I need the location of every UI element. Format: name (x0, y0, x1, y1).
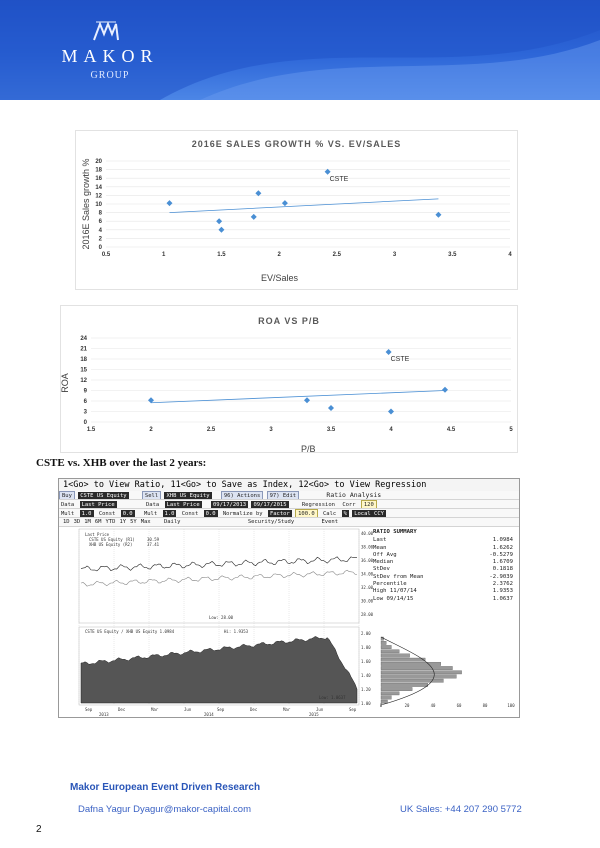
mult2-field[interactable]: 1.0 (164, 511, 175, 517)
summary-row (373, 559, 513, 566)
ratio-summary (373, 529, 513, 603)
x-tick-label: 2.5 (206, 427, 216, 433)
low-label: Low: 1.0637 (319, 695, 346, 700)
footer-contact[interactable]: Dafna Yagur Dyagur@makor-capital.com (78, 804, 251, 815)
toolbar-row-periods (59, 518, 519, 527)
x-axis-date: Mar (283, 707, 291, 712)
summary-row (373, 581, 513, 588)
summary-value: -2.9039 (489, 573, 513, 580)
bloomberg-ratio-screen (58, 478, 520, 718)
axis-label-right: 1.40 (361, 673, 371, 678)
x-axis-date: Jun (316, 707, 324, 712)
y-tick-label: 6 (98, 219, 102, 226)
y-tick-label: 18 (80, 357, 87, 363)
const1-field[interactable]: 0.0 (122, 511, 133, 517)
axis-label-right: 1.60 (361, 659, 371, 664)
data-point (282, 200, 288, 206)
footer-title: Makor European Event Driven Research (70, 782, 261, 793)
y-tick-label: 15 (80, 367, 87, 374)
summary-label: Last (373, 537, 387, 544)
y-tick-label: 0 (98, 245, 102, 251)
company-logo (50, 20, 170, 90)
summary-label: Mean (373, 544, 387, 551)
histogram-bar (381, 692, 399, 695)
x-tick-label: 5 (509, 427, 513, 433)
period-tab[interactable]: 6M (94, 519, 102, 525)
x-tick-label: 1 (162, 252, 166, 258)
period-tab[interactable]: 5Y (130, 519, 137, 525)
frequency-select[interactable]: Daily (163, 519, 181, 525)
end-date-field[interactable]: 09/17/2015 (253, 502, 287, 508)
mult-label: Mult (143, 511, 158, 517)
y-tick-label: 12 (80, 378, 87, 384)
y-axis-label: 2016E Sales growth % (81, 158, 91, 250)
summary-value: 2.3762 (492, 581, 513, 588)
data-point (442, 387, 448, 393)
y-tick-label: 8 (98, 210, 102, 217)
summary-value: 0.1818 (492, 566, 513, 573)
summary-label: Median (373, 559, 394, 566)
x-axis-year: 2013 (99, 712, 109, 717)
histogram-bar (381, 679, 443, 682)
histogram-bar (381, 654, 410, 657)
mult-label: Mult (61, 511, 75, 517)
axis-label-right: 34.00 (361, 571, 374, 577)
legend-item: XHB US Equity (R2) (89, 542, 133, 547)
data-point (386, 349, 392, 355)
histogram-axis-label: 100 (507, 703, 515, 708)
regression-label: Regression (301, 502, 335, 508)
x-axis-date: Sep (217, 707, 225, 712)
logo-subtitle: GROUP (90, 70, 130, 81)
point-label: CSTE (390, 356, 410, 363)
x-axis-date: Sep (349, 707, 357, 712)
buy-button[interactable]: Buy (59, 491, 75, 500)
histogram-bar (381, 641, 386, 644)
x-tick-label: 4 (389, 427, 393, 433)
summary-label: StDev from Mean (373, 573, 424, 580)
period-tab[interactable]: YTD (105, 519, 116, 525)
data-point (216, 218, 222, 224)
x-axis-date: Dec (118, 707, 126, 712)
start-date-field[interactable]: 09/17/2013 (213, 502, 247, 508)
ratio-legend: CSTE US Equity / XHB US Equity 1.0984 (85, 629, 175, 634)
histogram-bar (381, 675, 456, 678)
logo-mark-icon (92, 20, 120, 42)
command-hint: 1<Go> to View Ratio, 11<Go> to Save as Index, 12<Go> to View Regression (59, 479, 519, 491)
y-tick-label: 24 (80, 336, 87, 342)
period-tab[interactable]: 1Y (119, 519, 127, 525)
edit-menu[interactable]: 97) Edit (267, 491, 300, 500)
y-tick-label: 10 (95, 202, 102, 208)
data-label: Data (146, 502, 160, 508)
summary-row (373, 574, 513, 581)
const2-field[interactable]: 0.0 (205, 511, 216, 517)
corr-label: Corr (342, 502, 356, 508)
summary-label: Percentile (373, 581, 407, 588)
y-axis-label: ROA (59, 373, 70, 393)
ratio-analysis-title: Ratio Analysis (326, 491, 382, 499)
summary-value: 1.9353 (492, 588, 513, 595)
data2-select[interactable]: Last Price (166, 502, 200, 508)
const-label: Const (98, 511, 116, 517)
histogram-axis-label: 60 (456, 703, 462, 708)
data-point (218, 227, 224, 233)
summary-label: Off Avg (373, 551, 397, 558)
period-tab[interactable]: 1D (63, 519, 70, 525)
y-tick-label: 0 (83, 420, 87, 426)
header-banner (0, 0, 600, 100)
summary-label: High 11/07/14 (373, 588, 417, 595)
histogram-axis-label: 0 (379, 703, 383, 708)
chart-roa-pb (60, 305, 518, 453)
x-axis-year: 2015 (309, 712, 319, 717)
x-tick-label: 4 (508, 252, 512, 258)
summary-row (373, 552, 513, 559)
summary-value: 1.0637 (492, 595, 513, 602)
footer-sales-phone: UK Sales: +44 207 290 5772 (400, 804, 522, 815)
x-tick-label: 1.5 (217, 252, 226, 258)
high-label: Hi: 1.9353 (224, 629, 249, 634)
summary-row (373, 566, 513, 573)
data-point (304, 397, 310, 403)
period-tab[interactable]: 1M (84, 519, 91, 525)
y-tick-label: 16 (95, 176, 102, 183)
axis-label-right: 40.00 (361, 531, 374, 536)
histogram-bar (381, 650, 399, 653)
y-tick-label: 18 (95, 167, 102, 174)
point-label: CSTE (329, 175, 349, 183)
x-tick-label: 3 (392, 252, 397, 258)
axis-label-right: 36.00 (361, 558, 374, 563)
x-axis-label: P/B (301, 444, 316, 454)
actions-menu[interactable]: 96) Actions (221, 491, 263, 500)
histogram-bar (381, 683, 428, 686)
buy-ticker-field[interactable]: CSTE US Equity (80, 493, 127, 499)
axis-label-right: 32.00 (361, 585, 374, 590)
histogram-bar (381, 671, 462, 674)
x-tick-label: 0.5 (101, 252, 111, 258)
chart-roa-pb-plot (61, 306, 519, 454)
axis-label-right: 1.80 (361, 645, 371, 650)
x-tick-label: 4.5 (446, 427, 456, 433)
histogram-axis-label: 20 (404, 703, 410, 708)
legend-value: 30.59 (147, 537, 160, 542)
data-point (388, 409, 394, 415)
mult1-field[interactable]: 1.0 (81, 511, 92, 517)
x-tick-label: 3.5 (326, 427, 336, 433)
toolbar-row-mult (59, 509, 519, 518)
data-point (328, 405, 334, 411)
histogram-bar (381, 696, 391, 699)
axis-label-right: 38.00 (361, 544, 374, 550)
chart-sales-growth-plot (76, 131, 519, 291)
const-label: Const (181, 511, 199, 517)
x-tick-label: 1.5 (86, 427, 96, 433)
summary-label: StDev (373, 566, 390, 573)
summary-value: 1.6709 (492, 559, 513, 566)
y-tick-label: 20 (95, 159, 102, 165)
summary-row (373, 545, 513, 552)
chart-sales-growth (75, 130, 518, 290)
data-point (251, 214, 257, 220)
currency-select[interactable]: Local CCY (354, 511, 384, 517)
y-tick-label: 9 (83, 388, 87, 395)
toolbar-row-data (59, 500, 519, 509)
x-axis-date: Jun (184, 707, 192, 712)
calc-label: Calc (323, 511, 337, 517)
axis-label-right: 28.00 (361, 612, 374, 617)
y-tick-label: 21 (80, 346, 87, 353)
event-button[interactable]: Event (321, 519, 339, 525)
axis-label-right: 1.00 (361, 701, 371, 706)
legend-item: CSTE US Equity (R1) (89, 537, 135, 542)
section-caption: CSTE vs. XHB over the last 2 years: (36, 457, 207, 469)
low-label: Low: 28.00 (209, 615, 234, 620)
period-tab[interactable]: 3D (73, 519, 81, 525)
x-tick-label: 2 (277, 252, 281, 258)
page-number: 2 (36, 824, 42, 835)
factor-field[interactable]: 100.0 (295, 509, 318, 518)
summary-value: 1.0984 (492, 537, 513, 544)
corr-field[interactable]: 120 (361, 500, 377, 509)
x-axis-date: Dec (250, 707, 258, 712)
axis-label-right: 1.20 (361, 687, 371, 692)
toolbar-row-securities (59, 491, 519, 500)
legend-title: Last Price (85, 532, 110, 537)
security-study-button[interactable]: Security/Study (247, 519, 295, 525)
histogram-axis-label: 80 (482, 703, 488, 708)
y-tick-label: 14 (95, 184, 102, 191)
y-tick-label: 3 (83, 409, 87, 416)
data-point (166, 200, 172, 206)
period-tab[interactable]: Max (140, 519, 151, 525)
histogram-bar (381, 662, 441, 665)
y-tick-label: 12 (95, 193, 102, 200)
y-tick-label: 2 (98, 236, 102, 243)
sell-ticker-field[interactable]: XHB US Equity (166, 493, 210, 499)
histogram-bar (381, 666, 453, 669)
legend-value: 37.41 (147, 542, 160, 547)
normalize-label: Normalize by (222, 511, 263, 517)
histogram-axis-label: 40 (430, 703, 436, 708)
y-tick-label: 6 (83, 399, 87, 405)
data1-select[interactable]: Last Price (81, 502, 115, 508)
summary-row (373, 588, 513, 595)
x-tick-label: 3 (269, 427, 273, 433)
summary-value: 1.6262 (492, 544, 513, 551)
x-tick-label: 3.5 (448, 252, 457, 258)
x-axis-label: EV/Sales (261, 273, 299, 283)
x-axis-date: Sep (85, 707, 93, 712)
data-label: Data (61, 502, 75, 508)
summary-value: -0.5279 (489, 551, 513, 558)
summary-label: Low 09/14/15 (373, 595, 414, 602)
x-axis-year: 2014 (204, 712, 214, 717)
axis-label-right: 30.00 (361, 598, 374, 604)
y-tick-label: 4 (98, 227, 102, 234)
x-tick-label: 2.5 (332, 252, 342, 258)
histogram-bar (381, 687, 412, 690)
calc-select[interactable]: % (343, 511, 347, 517)
summary-row (373, 537, 513, 544)
x-tick-label: 2 (149, 427, 153, 433)
chart-title: 2016E SALES GROWTH % VS. EV/SALES (191, 139, 402, 149)
logo-wordmark: MAKOR (61, 46, 159, 66)
factor-select[interactable]: Factor (269, 511, 290, 517)
histogram-bar (381, 645, 391, 648)
summary-row (373, 596, 513, 603)
x-axis-date: Mar (151, 707, 159, 712)
histogram-bar (381, 658, 425, 661)
sell-button[interactable]: Sell (142, 491, 161, 500)
trendline (169, 199, 438, 213)
chart-title: ROA VS P/B (258, 316, 320, 326)
axis-label-right: 2.00 (361, 631, 371, 636)
ratio-summary-title: RATIO SUMMARY (373, 529, 417, 535)
